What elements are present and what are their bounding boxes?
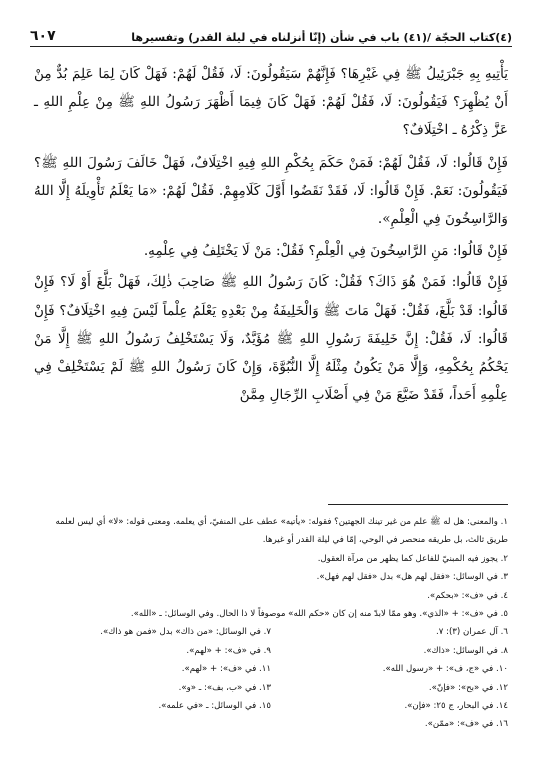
paragraph: فَإِنْ قَالُوا: مَنِ الرَّاسِخُونَ فِي الْعِلْمِ؟ فَقُلْ: مَنْ لَا يَخْتَلِفُ فِي عِلْمِهِ. (143, 243, 508, 260)
footnote (34, 715, 271, 733)
footnote: ٩. في «ف»: + «لهم». (186, 645, 271, 656)
footnote-row (34, 660, 508, 678)
footnotes (34, 513, 508, 734)
footnote: ١٤. في البحار، ج ٢٥: «فإن». (404, 701, 508, 712)
footnote-row (34, 642, 508, 660)
footnote: ٤. في «ف»: «بحكم». (427, 590, 508, 601)
footnote: ١٢. في «بح»: «فإنّ». (428, 682, 508, 693)
footnote: ٢. يجوز فيه المبنيّ للفاعل كما يظهر من مرآة العقول. (317, 553, 508, 564)
footnote: ١٥. في الوسائل: ـ «في علمه». (158, 701, 271, 712)
footnote: ٨. في الوسائل: «ذاك». (423, 645, 508, 656)
running-title: (٤)كتاب الحجّة /(٤١) باب في شأن (إنّا أنزلناه في ليلة القدر) وتفسيرها (131, 31, 512, 44)
header-rule (30, 46, 512, 47)
footnote: ١٣. في «ب، بف»: ـ «و». (178, 682, 271, 693)
paragraph: فَإِنْ قَالُوا: لَا، فَقُلْ لَهُمْ: فَمَنْ حَكَمَ بِحُكْمِ اللهِ فِيهِ اخْتِلَافٌ، فَهَلْ خَالَفَ رَسُولَ اللهِ ﷺ؟ فَيَقُولُونَ: نَعَمْ. فَإِنْ قَالُوا: لَا، فَقَدْ نَقَضُوا أَوَّلَ كَلَامِهِمْ. فَقُلْ لَهُمْ: «مَا يَعْلَمُ تَأْوِيلَهُ إِلَّا اللهُ وَالرَّاسِخُونَ فِي الْعِلْمِ». (34, 154, 508, 228)
footnote: ٣. في الوسائل: «فقل لهم هل» بدل «فقل لهم فهل». (316, 572, 508, 583)
page-number: ٦٠٧ (30, 28, 56, 44)
paragraph: يَأْتِيهِ بِهِ جَبْرَئِيلُ ﷺ فِي غَيْرِهَا؟ فَإِنَّهُمْ سَيَقُولُونَ: لَا، فَقُلْ لَهُمْ: فَهَلْ كَانَ لِمَا عَلِمَ بُدٌّ مِنْ أَنْ يُظْهِرَ؟ فَيَقُولُونَ: لَا، فَقُلْ لَهُمْ: فَهَلْ كَانَ فِيمَا أَظْهَرَ رَسُولُ اللهِ ﷺ مِنْ عِلْمِ اللهِ ـ عَزَّ ذِكْرُهُ ـ اخْتِلَافٌ؟ (34, 66, 508, 139)
footnote: ١٠. في «ج، ف»: + «رسول الله». (382, 664, 508, 675)
main-text (34, 60, 508, 412)
footnote-row (34, 697, 508, 715)
footnote-row (34, 679, 508, 697)
footnote: ١. والمعنى: هل له ﷺ علم من غير تينك الجهتين؟ فقوله: «يأتيه» عطف على المنفيّ، أي يعلمه. ومعنى قوله: «لا» أي ليس لعلمه طريق ثالث، بل طريقه منحصر في الوحي، إمّا في ليلة القدر أو غيرها. (55, 517, 508, 546)
footnote: ٧. في الوسائل: «من ذاك» بدل «فمن هو ذاك». (100, 627, 271, 638)
footnote-row (34, 623, 508, 641)
paragraph: فَإِنْ قَالُوا: فَمَنْ هُوَ ذَاكَ؟ فَقُلْ: كَانَ رَسُولُ اللهِ ﷺ صَاحِبَ ذٰلِكَ، فَهَلْ بَلَّغَ أَوْ لَا؟ فَإِنْ قَالُوا: قَدْ بَلَّغَ، فَقُلْ: فَهَلْ مَاتَ ﷺ وَالْخَلِيفَةُ مِنْ بَعْدِهِ يَعْلَمُ عِلْماً لَيْسَ فِيهِ اخْتِلَافٌ؟ فَإِنْ قَالُوا: لَا، فَقُلْ: إِنَّ خَلِيفَةَ رَسُولِ اللهِ ﷺ مُؤَيَّدٌ، وَلَا يَسْتَخْلِفُ رَسُولُ اللهِ ﷺ إِلَّا مَنْ يَحْكُمُ بِحُكْمِهِ، وَإِلَّا مَنْ يَكُونُ مِثْلَهُ إِلَّا النُّبُوَّةَ، وَإِنْ كَانَ رَسُولُ اللهِ ﷺ لَمْ يَسْتَخْلِفْ فِي عِلْمِهِ أَحَداً، فَقَدْ ضَيَّعَ مَنْ فِي أَصْلَابِ الرِّجَالِ مِمَّنْ (34, 274, 508, 404)
footnote: ٥. في «ف»: + «الذي». وهو ممّا لابدّ منه إن كان «حكم الله» موصوفاً لا ذا الحال. وفي الوسائل: ـ «الله». (130, 609, 508, 620)
footnote-separator (328, 504, 508, 505)
footnote: ١٦. في «ف»: «ممّن». (424, 719, 508, 730)
footnote-row (34, 715, 508, 733)
footnote: ١١. في «ف»: + «لهم». (181, 664, 271, 675)
running-header (30, 18, 512, 44)
footnote: ٦. آل عمران (٣): ٧. (435, 627, 508, 638)
